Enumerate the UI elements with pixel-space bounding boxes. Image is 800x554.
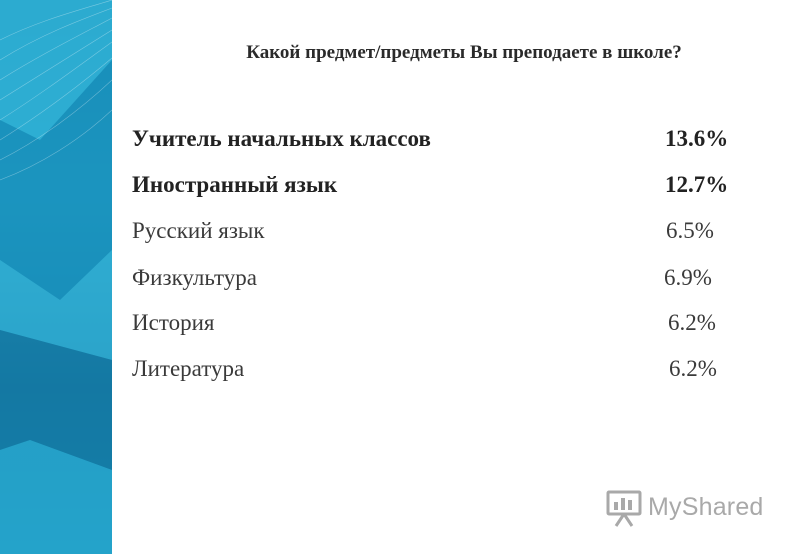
subject-name: Русский язык xyxy=(132,218,265,243)
decorative-side-band xyxy=(0,0,112,554)
slide-title: Какой предмет/предметы Вы преподаете в школе? xyxy=(246,42,682,63)
subject-percent: 6.5% xyxy=(666,218,714,243)
subject-name: Физкультура xyxy=(132,265,257,290)
watermark-logo xyxy=(606,488,776,528)
subject-row xyxy=(132,216,752,246)
subject-percent: 6.2% xyxy=(668,310,716,335)
subject-percent: 6.2% xyxy=(669,356,717,381)
subject-percent: 6.9% xyxy=(664,265,712,290)
subject-percent: 13.6% xyxy=(665,126,729,151)
subject-name: Иностранный язык xyxy=(132,172,338,197)
watermark-text: MyShared xyxy=(648,493,764,521)
subject-row xyxy=(132,170,752,200)
slide-content xyxy=(112,0,800,554)
subject-row xyxy=(132,263,752,293)
presentation-board-icon xyxy=(606,488,644,528)
subject-row xyxy=(132,308,752,338)
side-band-graphic xyxy=(0,0,112,554)
subject-percent: 12.7% xyxy=(665,172,729,197)
subject-name: Литература xyxy=(132,356,245,381)
subject-row xyxy=(132,354,752,384)
subject-row xyxy=(132,124,752,154)
subject-name: Учитель начальных классов xyxy=(132,126,431,151)
subject-name: История xyxy=(132,310,215,335)
